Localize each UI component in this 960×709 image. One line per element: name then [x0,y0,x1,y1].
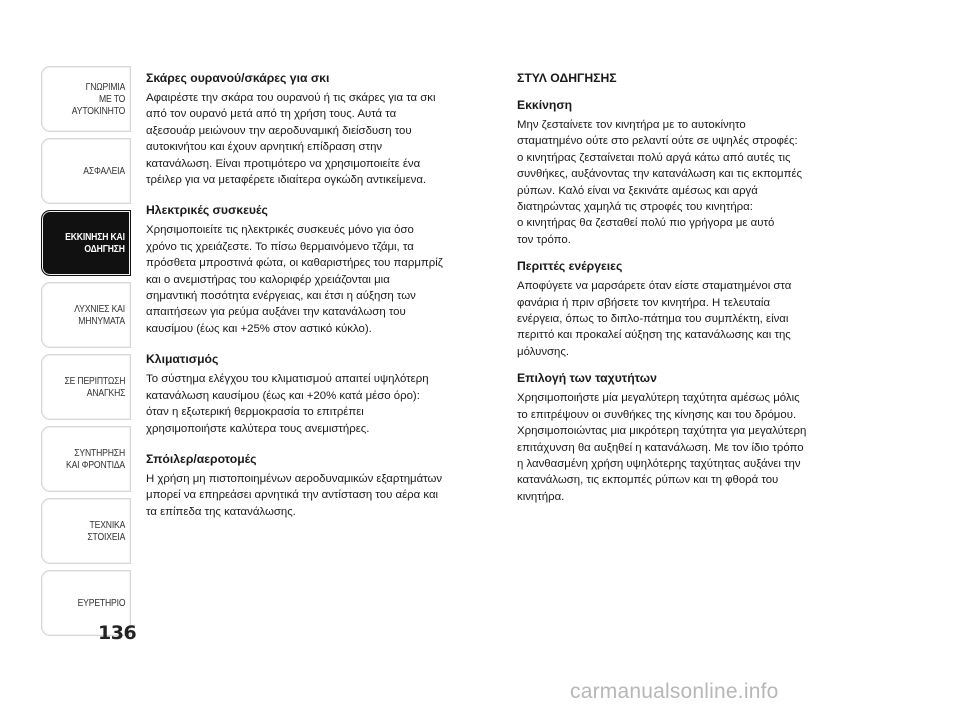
section-body-gear-selection: Χρησιμοποιήστε μία μεγαλύτερη ταχύτητα αμέσως μόλις το επιτρέψουν οι συνθήκες της κίνησης και του δρόμου. Χρησιμοποιώντας μια μικρότερη ταχύτητα για μεγαλύτερη επιτάχυνση θα αυξηθεί η κατανάλωση. Με τον ίδιο τρόπο η λανθασμένη χρήση υψηλότερης ταχύτητας αυξάνει την κατανάλωση, τις εκπομπές ρύπων και τη φθορά του κινητήρα. [517,392,807,503]
section-title-roof-racks: Σκάρες ουρανού/σκάρες για σκι [146,71,330,85]
tab-label: ΕΥΡΕΤΗΡΙΟ [77,597,126,609]
tab-maintenance[interactable] [41,426,131,492]
tab-label: ΕΚΚΙΝΗΣΗ ΚΑΙ ΟΔΗΓΗΣΗ [65,231,126,255]
right-column [517,70,862,515]
section-body-air-conditioning: Το σύστημα ελέγχου του κλιματισμού απαιτεί υψηλότερη κατανάλωση καυσίμου (έως και +20% κατά μέσο όρο): όταν η εξωτερική θερμοκρασία το επιτρέπει χρησιμοποιήστε καλύτερα τους ανεμιστήρες. [146,373,429,435]
section-body-unnecessary-actions: Αποφύγετε να μαρσάρετε όταν είστε σταματημένοι στα φανάρια ή πριν σβήσετε τον κινητήρα. Η τελευταία ενέργεια, όπως το διπλο-πάτημα του συμπλέκτη, είναι περιττό και προκαλεί αύξηση της κατανάλωσης και της μόλυνσης. [517,280,792,358]
left-column [146,70,491,534]
section-title-spoilers: Σπόιλερ/αεροτομές [146,451,257,466]
chapter-tabs [41,66,131,642]
tab-getting-to-know-car[interactable] [41,66,131,132]
section-body-roof-racks: Αφαιρέστε την σκάρα του ουρανού ή τις σκάρες για τα σκι από τον ουρανό μετά από τη χρήση τους. Αυτά τα αξεσουάρ μειώνουν την αεροδυναμική διείσδυση του αυτοκινήτου και έχουν αρνητική επίδραση στην κατανάλωση. Είναι προτιμότερο να χρησιμοποιείτε ένα τρέιλερ για να μεταφέρετε ιδιαίτερα ογκώδη αντικείμενα. [146,92,436,187]
section-heading-driving-style: ΣΤΥΛ ΟΔΗΓΗΣΗΣ [517,71,617,85]
tab-emergency[interactable] [41,354,131,420]
section-body-starting: Μην ζεσταίνετε τον κινητήρα με το αυτοκίνητο σταματημένο ούτε στο ρελαντί ούτε σε υψηλές στροφές: ο κινητήρας ζεσταίνεται πολύ αργά κάτω από αυτές τις συνθήκες, αυξάνοντας την κατανάλωση και τις εκπομπές ρύπων. Καλό είναι να ξεκινάτε αμέσως και αργά διατηρώντας χαμηλά τις στροφές του κινητήρα: ο κινητήρας θα ζεσταθεί πολύ πιο γρήγορα με αυτό τον τρόπο. [517,119,803,246]
section-body-electrical-devices: Χρησιμοποιείτε τις ηλεκτρικές συσκευές μόνο για όσο χρόνο τις χρειάζεστε. Το πίσω θερμαινόμενο τζάμι, τα πρόσθετα μπροστινά φώτα, οι καθαριστήρες του παρμπρίζ και ο ανεμιστήρας του καλοριφέρ χρειάζονται μια σημαντική ποσότητα ενέργειας, και έτσι η αύξηση των απαιτήσεων για ρεύμα αυξάνει την κατανάλωση του καυσίμου (έως και +25% στον αστικό κύκλο). [146,224,443,335]
tab-label: ΑΣΦΑΛΕΙΑ [83,165,126,177]
section-title-gear-selection: Επιλογή των ταχυτήτων [517,371,657,386]
tab-label: ΛΥΧΝΙΕΣ ΚΑΙ ΜΗΝΥΜΑΤΑ [74,303,126,327]
tab-safety[interactable] [41,138,131,204]
tab-label: ΤΕΧΝΙΚΑ ΣΤΟΙΧΕΙΑ [87,519,126,543]
watermark: carmanualsonline.info [570,680,779,703]
section-title-unnecessary-actions: Περιττές ενέργειες [517,259,623,274]
section-body-spoilers: Η χρήση μη πιστοποιημένων αεροδυναμικών εξαρτημάτων μπορεί να επηρεάσει αρνητικά την αντίσταση του αέρα και τα επίπεδα της κατανάλωσης. [146,472,443,518]
section-title-air-conditioning: Κλιματισμός [146,352,219,367]
tab-label: ΣΥΝΤΗΡΗΣΗ ΚΑΙ ΦΡΟΝΤΙΔΑ [66,447,126,471]
section-title-electrical-devices: Ηλεκτρικές συσκευές [146,203,268,218]
tab-label: ΓΝΩΡΙΜΙΑ ΜΕ ΤΟ ΑΥΤΟΚΙΝΗΤΟ [71,81,126,117]
tab-starting-and-driving[interactable] [41,210,131,276]
section-title-starting: Εκκίνηση [517,98,573,112]
tab-warning-lights[interactable] [41,282,131,348]
tab-label: ΣΕ ΠΕΡΙΠΤΩΣΗ ΑΝΑΓΚΗΣ [64,375,126,399]
page-number: 136 [98,622,137,644]
tab-technical-data[interactable] [41,498,131,564]
